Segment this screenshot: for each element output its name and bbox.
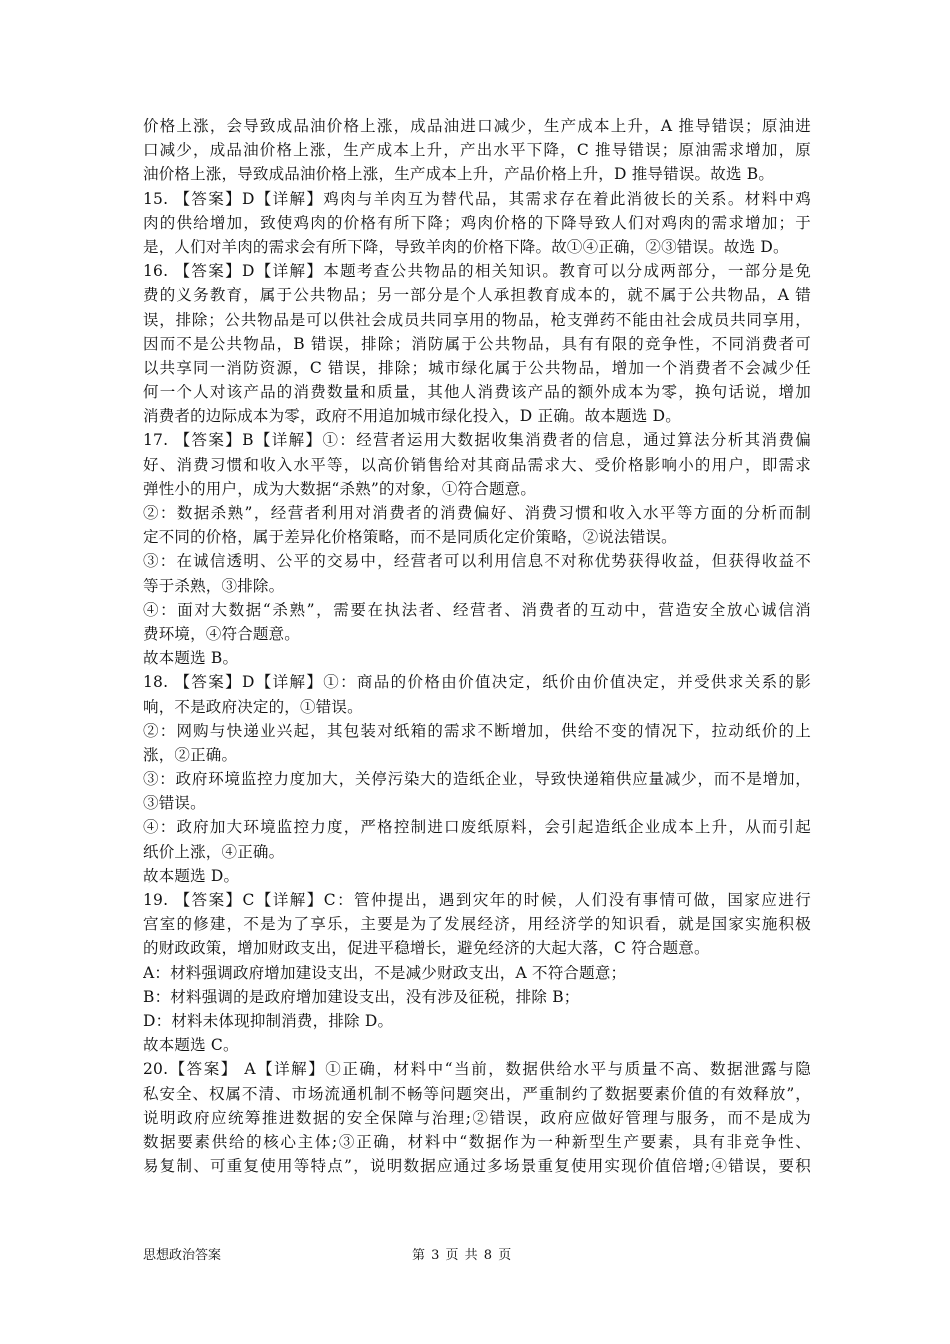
text-line: 15. 【答案】D【详解】鸡肉与羊肉互为替代品，其需求存在着此消彼长的关系。材料中鸡 bbox=[143, 189, 811, 208]
text-line: 定不同的价格，属于差异化价格策略，而不是同质化定价策略，②说法错误。 bbox=[143, 528, 677, 547]
text-line: 宫室的修建，不是为了享乐，主要是为了发展经济，用经济学的知识看，就是国家实施积极 bbox=[143, 915, 811, 934]
text-line: 肉的供给增加，致使鸡肉的价格有所下降；鸡肉价格的下降导致人们对鸡肉的需求增加；于 bbox=[143, 213, 811, 232]
text-line: 好、消费习惯和收入水平等，以高价销售给对其商品需求大、受价格影响小的用户，即需求 bbox=[143, 455, 811, 474]
text-line: 何一个人对该产品的消费数量和质量，其他人消费该产品的额外成本为零，换句话说，增加 bbox=[143, 383, 811, 402]
text-line: A：材料强调政府增加建设支出，不是减少财政支出，A 不符合题意； bbox=[143, 963, 627, 982]
text-line: 故本题选 C。 bbox=[143, 1036, 239, 1055]
text-line: 易复制、可重复使用等特点”，说明数据应通过多场景重复使用实现价值倍增;④错误，要积 bbox=[143, 1157, 811, 1176]
text-line: ③：在诚信透明、公平的交易中，经营者可以利用信息不对称优势获得收益，但获得收益不 bbox=[143, 552, 811, 571]
text-line: 16. 【答案】D【详解】本题考查公共物品的相关知识。教育可以分成两部分，一部分是免 bbox=[143, 262, 811, 281]
text-line: ③错误。 bbox=[143, 794, 206, 813]
text-line: 故本题选 D。 bbox=[143, 866, 240, 885]
text-line: ②：数据杀熟”，经营者利用对消费者的消费偏好、消费习惯和收入水平等方面的分析而制 bbox=[143, 504, 811, 522]
text-line: 20.【答案】 A【详解】①正确，材料中“当前，数据供给水平与质量不高、数据泄露与隐 bbox=[143, 1060, 811, 1079]
text-line: 因而不是公共物品，B 错误，排除；消防属于公共物品，具有有限的竞争性，不同消费者可 bbox=[143, 334, 811, 353]
text-line: 误，排除；公共物品是可以供社会成员共同享用的物品，枪支弹药不能由社会成员共同享用， bbox=[143, 310, 811, 329]
text-line: ③：政府环境监控力度加大，关停污染大的造纸企业，导致快递箱供应量减少，而不是增加， bbox=[143, 770, 811, 789]
text-line: 私安全、权属不清、市场流通机制不畅等问题突出，严重制约了数据要素价值的有效释放”， bbox=[143, 1084, 811, 1103]
footer-subject: 思想政治答案 bbox=[143, 1248, 222, 1263]
text-line: 以共享同一消防资源，C 错误，排除；城市绿化属于公共物品，增加一个消费者不会减少任 bbox=[143, 358, 811, 377]
text-line: 的财政政策，增加财政支出，促进平稳增长，避免经济的大起大落，C 符合题意。 bbox=[143, 939, 710, 958]
text-line: 是，人们对羊肉的需求会有所下降，导致羊肉的价格下降。故①④正确，②③错误。故选 D。 bbox=[143, 237, 789, 256]
text-line: 19. 【答案】C【详解】C：管仲提出，遇到灾年的时候，人们没有事情可做，国家应进行 bbox=[143, 891, 811, 909]
text-line: D：材料未体现抑制消费，排除 D。 bbox=[143, 1011, 394, 1030]
text-line: 费的义务教育，属于公共物品；另一部分是个人承担教育成本的，就不属于公共物品，A 错 bbox=[143, 286, 811, 305]
text-line: 说明政府应统筹推进数据的安全保障与治理;②错误，政府应做好管理与服务，而不是成为 bbox=[143, 1108, 811, 1127]
text-line: 17. 【答案】B【详解】①：经营者运用大数据收集消费者的信息，通过算法分析其消费偏 bbox=[143, 431, 811, 450]
text-line: 响，不是政府决定的，①错误。 bbox=[143, 697, 363, 716]
text-line: 纸价上涨，④正确。 bbox=[143, 842, 285, 861]
text-line: 故本题选 B。 bbox=[143, 649, 239, 668]
text-line: 费环境，④符合题意。 bbox=[143, 624, 301, 643]
text-line: 弹性小的用户，成为大数据“杀熟”的对象，①符合题意。 bbox=[143, 479, 537, 498]
text-line: 涨，②正确。 bbox=[143, 745, 238, 764]
text-line: ④：政府加大环境监控力度，严格控制进口废纸原料，会引起造纸企业成本上升，从而引起 bbox=[143, 818, 811, 837]
answer-text-body bbox=[143, 114, 811, 1178]
text-line: B：材料强调的是政府增加建设支出，没有涉及征税，排除 B； bbox=[143, 987, 580, 1006]
text-line: 油价格上涨，导致成品油价格上涨，生产成本上升，产品价格上升，D 推导错误。故选 B。 bbox=[143, 165, 775, 184]
text-line: 18. 【答案】D【详解】①：商品的价格由价值决定，纸价由价值决定，并受供求关系的影 bbox=[143, 673, 811, 692]
footer-page-number: 第 3 页 共 8 页 bbox=[412, 1248, 513, 1263]
text-line: 口减少，成品油价格上涨，生产成本上升，产出水平下降，C 推导错误；原油需求增加，原 bbox=[143, 141, 811, 160]
text-line: ②：网购与快递业兴起，其包装对纸箱的需求不断增加，供给不变的情况下，拉动纸价的上 bbox=[143, 721, 811, 740]
text-line: 价格上涨，会导致成品油价格上涨，成品油进口减少，生产成本上升，A 推导错误；原油进 bbox=[143, 117, 811, 135]
text-line: 数据要素供给的核心主体;③正确，材料中“数据作为一种新型生产要素，具有非竞争性、 bbox=[143, 1132, 811, 1151]
text-line: 消费者的边际成本为零，政府不用追加城市绿化投入，D 正确。故本题选 D。 bbox=[143, 407, 681, 426]
text-line: 等于杀熟，③排除。 bbox=[143, 576, 285, 595]
text-line: ④：面对大数据“杀熟”，需要在执法者、经营者、消费者的互动中，营造安全放心诚信消 bbox=[143, 600, 811, 619]
